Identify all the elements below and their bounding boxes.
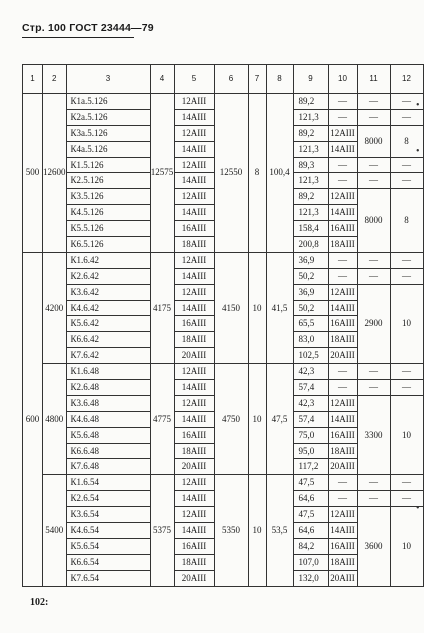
mark-cell: К5.6.42 — [66, 316, 150, 332]
col-number: 2 — [43, 65, 67, 94]
value-cell: — — [390, 364, 423, 380]
rebar-cell: 14АIII — [328, 300, 357, 316]
dim-cell: 8 — [248, 94, 266, 253]
dim-cell: 12550 — [214, 94, 248, 253]
rebar-cell: 14АIII — [174, 523, 214, 539]
rebar-cell: 14АIII — [174, 205, 214, 221]
length-cell: 4800 — [43, 364, 67, 475]
mark-cell: К3.6.54 — [66, 507, 150, 523]
value-cell: — — [390, 157, 423, 173]
value-cell: 89,3 — [293, 157, 328, 173]
rebar-cell: 14АIII — [328, 523, 357, 539]
rebar-cell: 12АIII — [328, 125, 357, 141]
value-cell: 10 — [390, 284, 423, 363]
rebar-cell: 16АIII — [328, 316, 357, 332]
value-cell: 47,5 — [293, 475, 328, 491]
mark-cell: К7.6.48 — [66, 459, 150, 475]
mark-cell: К5.6.54 — [66, 538, 150, 554]
mark-cell: К3.6.42 — [66, 284, 150, 300]
value-cell: 121,3 — [293, 205, 328, 221]
mark-cell: К1.5.126 — [66, 157, 150, 173]
value-cell: — — [390, 268, 423, 284]
value-cell: 42,3 — [293, 364, 328, 380]
value-cell: 158,4 — [293, 221, 328, 237]
value-cell: — — [390, 173, 423, 189]
rebar-cell: — — [328, 94, 357, 110]
value-cell: 64,6 — [293, 491, 328, 507]
value-cell: 83,0 — [293, 332, 328, 348]
rebar-cell: 18АIII — [174, 332, 214, 348]
col-number: 10 — [328, 65, 357, 94]
dim-cell: 53,5 — [266, 475, 293, 586]
rebar-cell: 14АIII — [174, 491, 214, 507]
value-cell: 3300 — [357, 395, 390, 474]
rebar-cell: 14АIII — [174, 380, 214, 396]
rebar-cell: 14АIII — [328, 205, 357, 221]
mark-cell: К2.6.54 — [66, 491, 150, 507]
dim-cell: 5375 — [150, 475, 174, 586]
mark-cell: К2.6.48 — [66, 380, 150, 396]
mark-cell: К5.6.48 — [66, 427, 150, 443]
mark-cell: К4.6.54 — [66, 523, 150, 539]
dim-cell: 12575 — [150, 94, 174, 253]
value-cell: — — [357, 109, 390, 125]
value-cell: 89,2 — [293, 189, 328, 205]
rebar-cell: 12АIII — [174, 125, 214, 141]
scan-speck: • — [416, 503, 420, 514]
rebar-cell: 16АIII — [328, 538, 357, 554]
col-number: 1 — [23, 65, 43, 94]
rebar-cell: 18АIII — [174, 443, 214, 459]
rebar-cell: — — [328, 252, 357, 268]
rebar-cell: 14АIII — [328, 141, 357, 157]
value-cell: 102,5 — [293, 348, 328, 364]
value-cell: 50,2 — [293, 268, 328, 284]
value-cell: 65,5 — [293, 316, 328, 332]
rebar-cell: 16АIII — [174, 316, 214, 332]
rebar-cell: 12АIII — [328, 284, 357, 300]
value-cell: 10 — [390, 395, 423, 474]
value-cell: — — [390, 475, 423, 491]
mark-cell: К1.6.54 — [66, 475, 150, 491]
rebar-cell: 16АIII — [328, 427, 357, 443]
rebar-cell: 12АIII — [328, 507, 357, 523]
value-cell: 117,2 — [293, 459, 328, 475]
col-number: 9 — [293, 65, 328, 94]
scan-speck: • — [416, 146, 420, 157]
mark-cell: К6.6.42 — [66, 332, 150, 348]
value-cell: 89,2 — [293, 94, 328, 110]
value-cell: 57,4 — [293, 380, 328, 396]
value-cell: — — [357, 475, 390, 491]
table-body — [23, 65, 424, 587]
mark-cell: К2.6.42 — [66, 268, 150, 284]
value-cell: 89,2 — [293, 125, 328, 141]
rebar-cell: 14АIII — [174, 141, 214, 157]
mark-cell: К7.6.54 — [66, 570, 150, 586]
mark-cell: К2.5.126 — [66, 173, 150, 189]
col-number: 6 — [214, 65, 248, 94]
mark-cell: К6.6.54 — [66, 554, 150, 570]
value-cell: — — [390, 109, 423, 125]
rebar-cell: 16АIII — [174, 221, 214, 237]
value-cell: — — [357, 94, 390, 110]
value-cell: — — [390, 252, 423, 268]
rebar-cell: 18АIII — [174, 237, 214, 253]
table-row — [23, 94, 424, 110]
page-number: 102: — [30, 597, 49, 608]
mark-cell: К4а.5.126 — [66, 141, 150, 157]
mark-cell: К4.5.126 — [66, 205, 150, 221]
rebar-cell: 14АIII — [174, 173, 214, 189]
rebar-cell: 18АIII — [328, 332, 357, 348]
scan-speck: • — [416, 100, 420, 111]
rebar-cell: — — [328, 380, 357, 396]
value-cell: 200,8 — [293, 237, 328, 253]
value-cell: 47,5 — [293, 507, 328, 523]
diameter-cell: 500 — [23, 94, 43, 253]
rebar-cell: — — [328, 364, 357, 380]
value-cell: — — [357, 173, 390, 189]
mark-cell: К1а.5.126 — [66, 94, 150, 110]
col-number: 5 — [174, 65, 214, 94]
dim-cell: 4175 — [150, 252, 174, 363]
dim-cell: 41,5 — [266, 252, 293, 363]
value-cell: — — [357, 252, 390, 268]
value-cell: 95,0 — [293, 443, 328, 459]
value-cell: 3600 — [357, 507, 390, 586]
value-cell: 121,3 — [293, 141, 328, 157]
dim-cell: 47,5 — [266, 364, 293, 475]
dim-cell: 4750 — [214, 364, 248, 475]
rebar-cell: — — [328, 157, 357, 173]
diameter-cell: 600 — [23, 252, 43, 586]
mark-cell: К4.6.48 — [66, 411, 150, 427]
rebar-cell: 14АIII — [174, 300, 214, 316]
mark-cell: К3.5.126 — [66, 189, 150, 205]
col-number: 8 — [266, 65, 293, 94]
rebar-cell: 20АIII — [328, 348, 357, 364]
value-cell: 36,9 — [293, 284, 328, 300]
dim-cell: 5350 — [214, 475, 248, 586]
rebar-cell: 12АIII — [174, 475, 214, 491]
mark-cell: К5.5.126 — [66, 221, 150, 237]
value-cell: — — [357, 268, 390, 284]
mark-cell: К2а.5.126 — [66, 109, 150, 125]
rebar-cell: 20АIII — [328, 570, 357, 586]
value-cell: 64,6 — [293, 523, 328, 539]
rebar-cell: 18АIII — [174, 554, 214, 570]
dim-cell: 10 — [248, 475, 266, 586]
rebar-cell: — — [328, 475, 357, 491]
value-cell: 8 — [390, 125, 423, 157]
value-cell: — — [390, 94, 423, 110]
rebar-cell: — — [328, 268, 357, 284]
value-cell: — — [357, 491, 390, 507]
value-cell: 132,0 — [293, 570, 328, 586]
value-cell: 84,2 — [293, 538, 328, 554]
dim-cell: 100,4 — [266, 94, 293, 253]
rebar-cell: — — [328, 109, 357, 125]
mark-cell: К1.6.42 — [66, 252, 150, 268]
rebar-cell: 12АIII — [174, 507, 214, 523]
rebar-cell: 12АIII — [174, 189, 214, 205]
mark-cell: К6.5.126 — [66, 237, 150, 253]
rebar-cell: 12АIII — [174, 284, 214, 300]
value-cell: 121,3 — [293, 173, 328, 189]
value-cell: 57,4 — [293, 411, 328, 427]
rebar-cell: 18АIII — [328, 443, 357, 459]
value-cell: 10 — [390, 507, 423, 586]
rebar-cell: 12АIII — [174, 157, 214, 173]
value-cell: — — [357, 157, 390, 173]
rebar-cell: 14АIII — [174, 109, 214, 125]
table-row — [23, 252, 424, 268]
value-cell: 121,3 — [293, 109, 328, 125]
value-cell: 2900 — [357, 284, 390, 363]
value-cell: 50,2 — [293, 300, 328, 316]
mark-cell: К3.6.48 — [66, 395, 150, 411]
rebar-cell: 14АIII — [174, 411, 214, 427]
dim-cell: 10 — [248, 364, 266, 475]
length-cell: 12600 — [43, 94, 67, 253]
col-number: 3 — [66, 65, 150, 94]
mark-cell: К7.6.42 — [66, 348, 150, 364]
value-cell: 75,0 — [293, 427, 328, 443]
rebar-cell: 18АIII — [328, 554, 357, 570]
value-cell: 8000 — [357, 125, 390, 157]
value-cell: 8000 — [357, 189, 390, 253]
table-row — [23, 364, 424, 380]
value-cell: — — [357, 380, 390, 396]
col-number: 11 — [357, 65, 390, 94]
value-cell: — — [390, 491, 423, 507]
mark-cell: К1.6.48 — [66, 364, 150, 380]
rebar-cell: 14АIII — [328, 411, 357, 427]
rebar-cell: 20АIII — [174, 459, 214, 475]
rebar-cell: 14АIII — [174, 268, 214, 284]
rebar-cell: 20АIII — [328, 459, 357, 475]
table-row — [23, 475, 424, 491]
rebar-cell: 16АIII — [174, 538, 214, 554]
rebar-cell: 20АIII — [174, 570, 214, 586]
value-cell: — — [357, 364, 390, 380]
header-rule — [22, 37, 134, 38]
mark-cell: К6.6.48 — [66, 443, 150, 459]
col-number: 12 — [390, 65, 423, 94]
length-cell: 5400 — [43, 475, 67, 586]
dim-cell: 4775 — [150, 364, 174, 475]
value-cell: 8 — [390, 189, 423, 253]
mark-cell: К3а.5.126 — [66, 125, 150, 141]
col-number: 4 — [150, 65, 174, 94]
column-number-row — [23, 65, 424, 94]
mark-cell: К4.6.42 — [66, 300, 150, 316]
specification-table — [22, 64, 424, 587]
dim-cell: 10 — [248, 252, 266, 363]
rebar-cell: 16АIII — [174, 427, 214, 443]
rebar-cell: 12АIII — [174, 395, 214, 411]
rebar-cell: 12АIII — [328, 395, 357, 411]
rebar-cell: 16АIII — [328, 221, 357, 237]
page-header: Стр. 100 ГОСТ 23444—79 — [22, 22, 154, 34]
rebar-cell: 12АIII — [328, 189, 357, 205]
dim-cell: 4150 — [214, 252, 248, 363]
rebar-cell: — — [328, 491, 357, 507]
value-cell: 107,0 — [293, 554, 328, 570]
rebar-cell: 12АIII — [174, 94, 214, 110]
col-number: 7 — [248, 65, 266, 94]
rebar-cell: 12АIII — [174, 252, 214, 268]
rebar-cell: 20АIII — [174, 348, 214, 364]
value-cell: — — [390, 380, 423, 396]
rebar-cell: 18АIII — [328, 237, 357, 253]
rebar-cell: 12АIII — [174, 364, 214, 380]
length-cell: 4200 — [43, 252, 67, 363]
value-cell: 42,3 — [293, 395, 328, 411]
rebar-cell: — — [328, 173, 357, 189]
value-cell: 36,9 — [293, 252, 328, 268]
